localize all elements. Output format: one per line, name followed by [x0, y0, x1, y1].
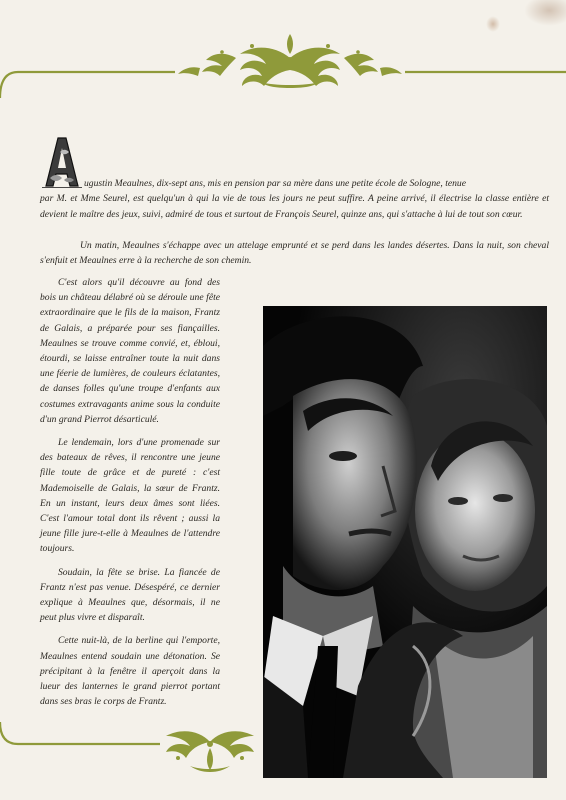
story-paragraph: C'est alors qu'il découvre au fond des bois un château délabré où se déroule une fête extraordinaire que le fils de la maison, Frantz de Galais, a préparée pour ses fiançailles. Meaulnes se trouve comme convié, et, ébloui, étourdi, se laisse entraîner toute la nuit dans une féerie de lumières, de couleurs éclatantes, de danses folles qu'une troupe d'enfants aux costumes extravagants anime sous la conduite d'un grand Pierrot désarticulé. [40, 277, 220, 425]
bottom-ornament-border [0, 718, 300, 778]
story-paragraph: Soudain, la fête se brise. La fiancée de Frantz n'est pas venue. Désespéré, ce dernier explique à Meaulnes que, désormais, il ne peut plus vivre et disparaît. [40, 566, 220, 624]
paper-stain [524, 0, 566, 26]
film-still-illustration [263, 306, 547, 778]
story-column [40, 275, 220, 717]
story-paragraph: Cette nuit-là, de la berline qui l'emporte, Meaulnes entend soudain une détonation. Se précipitant à la fenêtre il aperçoit dans la lueur des lanternes le grand pierrot portant dans ses bras le corps de Frantz. [40, 635, 220, 708]
intro-paragraph-2: Un matin, Meaulnes s'échappe avec un attelage emprunté et se perd dans les landes désertes. Dans la nuit, son cheval s'enfuit et Meaulnes erre à la recherche de son chemin. [40, 240, 549, 267]
intro-paragraph-1 [40, 176, 549, 222]
intro-paragraph-1-rest: par M. et Mme Seurel, est quelqu'un à qui la vie de tous les jours ne peut suffire. A peine arrivé, il électrise la classe entière et devient le maître des jeux, suivi, admiré de tous et surtout de François Seurel, quinze ans, qui s'attache à lui de tout son cœur. [40, 193, 549, 220]
dropcap-ornament [40, 132, 82, 188]
story-paragraph: Le lendemain, lors d'une promenade sur des bateaux de rêves, il rencontre une jeune fille toute de grâce et de pureté : c'est Mademoiselle de Galais, la sœur de Frantz. En un instant, leurs deux âmes sont liées. C'est l'amour total dont ils rêvent ; aussi la jeune fille jure-t-elle à Meaulnes de l'attendre toujours. [40, 437, 220, 555]
intro-paragraph-1-first-line: ugustin Meaulnes, dix-sept ans, mis en pension par sa mère dans une petite école de Sologne, tenue [84, 178, 466, 189]
film-still-photo [263, 306, 547, 778]
top-ornament-border [0, 28, 566, 98]
